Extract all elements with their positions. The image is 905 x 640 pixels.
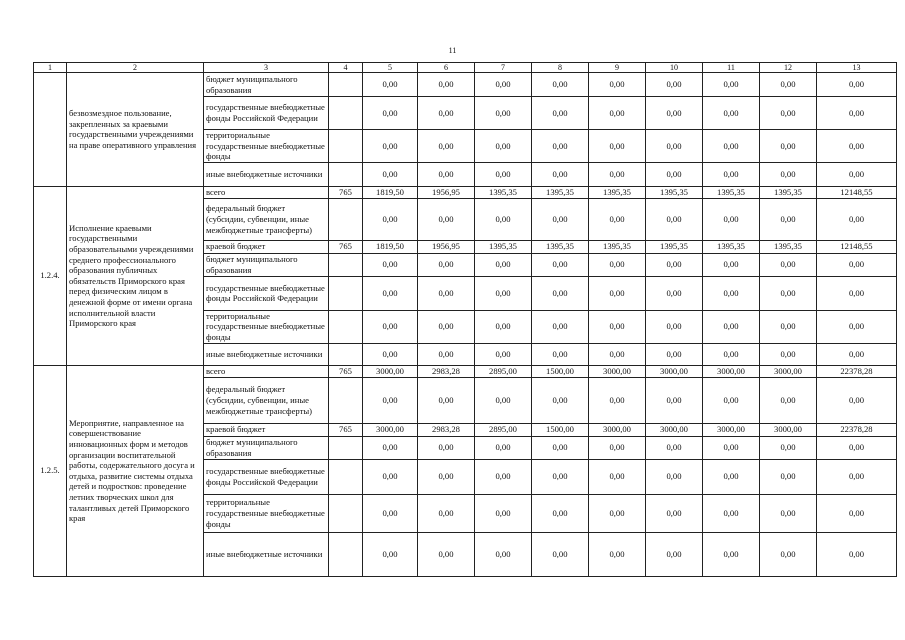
funding-source: территориальные государственные внебюджетные фонды — [204, 494, 329, 532]
amount-value: 0,00 — [703, 253, 760, 276]
amount-value: 0,00 — [418, 459, 475, 494]
amount-value: 3000,00 — [703, 365, 760, 377]
amount-value: 0,00 — [532, 532, 589, 576]
amount-value: 0,00 — [532, 130, 589, 163]
total-value: 0,00 — [817, 73, 897, 97]
amount-value: 0,00 — [363, 73, 418, 97]
column-header-2: 2 — [67, 63, 204, 73]
amount-value: 0,00 — [589, 97, 646, 130]
amount-value: 1395,35 — [646, 240, 703, 253]
amount-value: 0,00 — [646, 459, 703, 494]
amount-value: 1395,35 — [703, 240, 760, 253]
total-value: 0,00 — [817, 310, 897, 343]
column-header-11: 11 — [703, 63, 760, 73]
amount-value: 0,00 — [418, 377, 475, 423]
amount-value: 0,00 — [646, 73, 703, 97]
amount-value: 0,00 — [475, 73, 532, 97]
total-value: 0,00 — [817, 494, 897, 532]
amount-value: 1395,35 — [589, 240, 646, 253]
total-value: 22378,28 — [817, 365, 897, 377]
amount-value: 0,00 — [532, 343, 589, 365]
total-value: 0,00 — [817, 343, 897, 365]
amount-value: 0,00 — [532, 459, 589, 494]
amount-value: 0,00 — [703, 343, 760, 365]
item-number — [34, 73, 67, 187]
funding-source: бюджет муниципального образования — [204, 253, 329, 276]
amount-value: 0,00 — [532, 494, 589, 532]
amount-value: 2895,00 — [475, 365, 532, 377]
budget-code — [329, 494, 363, 532]
column-header-4: 4 — [329, 63, 363, 73]
amount-value: 0,00 — [646, 276, 703, 310]
amount-value: 0,00 — [418, 162, 475, 186]
amount-value: 1819,50 — [363, 240, 418, 253]
budget-code — [329, 97, 363, 130]
amount-value: 0,00 — [703, 377, 760, 423]
amount-value: 0,00 — [363, 532, 418, 576]
amount-value: 0,00 — [760, 276, 817, 310]
column-header-3: 3 — [204, 63, 329, 73]
amount-value: 0,00 — [703, 97, 760, 130]
amount-value: 0,00 — [760, 198, 817, 240]
amount-value: 0,00 — [703, 198, 760, 240]
amount-value: 0,00 — [418, 436, 475, 459]
total-value: 0,00 — [817, 130, 897, 163]
budget-code — [329, 276, 363, 310]
amount-value: 1395,35 — [532, 186, 589, 198]
budget-code: 765 — [329, 240, 363, 253]
amount-value: 1395,35 — [475, 240, 532, 253]
amount-value: 1395,35 — [646, 186, 703, 198]
amount-value: 3000,00 — [760, 365, 817, 377]
funding-source: федеральный бюджет (субсидии, субвенции, иные межбюджетные трансферты) — [204, 198, 329, 240]
amount-value: 0,00 — [589, 459, 646, 494]
budget-code — [329, 436, 363, 459]
amount-value: 3000,00 — [760, 423, 817, 436]
amount-value: 0,00 — [589, 494, 646, 532]
table-row — [34, 186, 897, 198]
amount-value: 0,00 — [475, 310, 532, 343]
budget-table — [33, 62, 897, 577]
amount-value: 0,00 — [646, 130, 703, 163]
amount-value: 0,00 — [760, 436, 817, 459]
total-value: 0,00 — [817, 377, 897, 423]
total-value: 0,00 — [817, 459, 897, 494]
amount-value: 0,00 — [760, 377, 817, 423]
budget-code: 765 — [329, 365, 363, 377]
funding-source: бюджет муниципального образования — [204, 436, 329, 459]
amount-value: 0,00 — [532, 377, 589, 423]
amount-value: 0,00 — [363, 162, 418, 186]
funding-source: государственные внебюджетные фонды Российской Федерации — [204, 97, 329, 130]
column-header-6: 6 — [418, 63, 475, 73]
amount-value: 3000,00 — [703, 423, 760, 436]
amount-value: 0,00 — [646, 253, 703, 276]
amount-value: 0,00 — [363, 377, 418, 423]
column-header-1: 1 — [34, 63, 67, 73]
budget-code — [329, 310, 363, 343]
amount-value: 0,00 — [589, 343, 646, 365]
amount-value: 0,00 — [589, 436, 646, 459]
column-header-12: 12 — [760, 63, 817, 73]
amount-value: 0,00 — [646, 162, 703, 186]
amount-value: 0,00 — [646, 494, 703, 532]
amount-value: 2895,00 — [475, 423, 532, 436]
amount-value: 0,00 — [532, 276, 589, 310]
amount-value: 0,00 — [646, 436, 703, 459]
amount-value: 0,00 — [703, 276, 760, 310]
amount-value: 0,00 — [760, 494, 817, 532]
amount-value: 2983,28 — [418, 365, 475, 377]
amount-value: 3000,00 — [589, 423, 646, 436]
budget-code: 765 — [329, 423, 363, 436]
amount-value: 0,00 — [589, 130, 646, 163]
budget-code — [329, 377, 363, 423]
amount-value: 1395,35 — [532, 240, 589, 253]
funding-source: бюджет муниципального образования — [204, 73, 329, 97]
funding-source: краевой бюджет — [204, 240, 329, 253]
amount-value: 2983,28 — [418, 423, 475, 436]
amount-value: 1956,95 — [418, 240, 475, 253]
amount-value: 0,00 — [589, 162, 646, 186]
total-value: 0,00 — [817, 198, 897, 240]
amount-value: 0,00 — [760, 253, 817, 276]
amount-value: 0,00 — [475, 377, 532, 423]
amount-value: 0,00 — [703, 436, 760, 459]
table-row — [34, 365, 897, 377]
amount-value: 0,00 — [532, 73, 589, 97]
funding-source: государственные внебюджетные фонды Российской Федерации — [204, 276, 329, 310]
amount-value: 0,00 — [760, 343, 817, 365]
budget-code — [329, 459, 363, 494]
amount-value: 0,00 — [760, 97, 817, 130]
amount-value: 0,00 — [589, 310, 646, 343]
amount-value: 0,00 — [646, 198, 703, 240]
column-header-5: 5 — [363, 63, 418, 73]
amount-value: 0,00 — [646, 310, 703, 343]
item-name: Мероприятие, направленное на совершенствование инновационных форм и методов организации воспитательной работы, содержательного досуга и отдыха, развитие системы отдыха детей и подростков: проведение летних творческих школ для талантливых детей Приморского края — [67, 365, 204, 576]
budget-code: 765 — [329, 186, 363, 198]
amount-value: 0,00 — [646, 532, 703, 576]
amount-value: 0,00 — [475, 459, 532, 494]
amount-value: 0,00 — [475, 97, 532, 130]
total-value: 22378,28 — [817, 423, 897, 436]
amount-value: 0,00 — [363, 130, 418, 163]
amount-value: 0,00 — [532, 162, 589, 186]
amount-value: 0,00 — [475, 343, 532, 365]
amount-value: 0,00 — [703, 162, 760, 186]
funding-source: федеральный бюджет (субсидии, субвенции, иные межбюджетные трансферты) — [204, 377, 329, 423]
funding-source: иные внебюджетные источники — [204, 532, 329, 576]
budget-code — [329, 198, 363, 240]
amount-value: 0,00 — [646, 343, 703, 365]
item-number: 1.2.4. — [34, 186, 67, 365]
budget-code — [329, 130, 363, 163]
funding-source: государственные внебюджетные фонды Российской Федерации — [204, 459, 329, 494]
header-row — [34, 63, 897, 73]
amount-value: 1500,00 — [532, 423, 589, 436]
total-value: 0,00 — [817, 253, 897, 276]
amount-value: 0,00 — [703, 130, 760, 163]
amount-value: 0,00 — [646, 97, 703, 130]
amount-value: 0,00 — [363, 253, 418, 276]
amount-value: 1395,35 — [760, 240, 817, 253]
amount-value: 3000,00 — [589, 365, 646, 377]
amount-value: 0,00 — [475, 253, 532, 276]
column-header-7: 7 — [475, 63, 532, 73]
amount-value: 0,00 — [589, 377, 646, 423]
amount-value: 1395,35 — [475, 186, 532, 198]
amount-value: 0,00 — [418, 276, 475, 310]
amount-value: 0,00 — [418, 97, 475, 130]
amount-value: 0,00 — [589, 276, 646, 310]
amount-value: 0,00 — [703, 459, 760, 494]
amount-value: 0,00 — [418, 253, 475, 276]
total-value: 0,00 — [817, 276, 897, 310]
amount-value: 1395,35 — [703, 186, 760, 198]
funding-source: всего — [204, 186, 329, 198]
amount-value: 0,00 — [532, 198, 589, 240]
amount-value: 0,00 — [589, 73, 646, 97]
amount-value: 3000,00 — [363, 423, 418, 436]
amount-value: 1956,95 — [418, 186, 475, 198]
total-value: 0,00 — [817, 436, 897, 459]
amount-value: 0,00 — [418, 73, 475, 97]
amount-value: 0,00 — [475, 130, 532, 163]
amount-value: 0,00 — [589, 253, 646, 276]
amount-value: 0,00 — [475, 494, 532, 532]
amount-value: 0,00 — [760, 162, 817, 186]
amount-value: 0,00 — [532, 253, 589, 276]
amount-value: 1500,00 — [532, 365, 589, 377]
budget-code — [329, 343, 363, 365]
amount-value: 1395,35 — [760, 186, 817, 198]
amount-value: 0,00 — [363, 198, 418, 240]
budget-code — [329, 73, 363, 97]
amount-value: 0,00 — [475, 436, 532, 459]
amount-value: 0,00 — [532, 97, 589, 130]
amount-value: 0,00 — [760, 130, 817, 163]
amount-value: 0,00 — [532, 436, 589, 459]
amount-value: 0,00 — [475, 162, 532, 186]
total-value: 0,00 — [817, 532, 897, 576]
item-name: безвозмездное пользование, закрепленных за краевыми государственными учреждениями на праве оперативного управления — [67, 73, 204, 187]
amount-value: 3000,00 — [363, 365, 418, 377]
amount-value: 0,00 — [363, 343, 418, 365]
amount-value: 0,00 — [363, 494, 418, 532]
amount-value: 0,00 — [760, 532, 817, 576]
total-value: 0,00 — [817, 97, 897, 130]
budget-code — [329, 162, 363, 186]
amount-value: 0,00 — [646, 377, 703, 423]
total-value: 12148,55 — [817, 240, 897, 253]
amount-value: 0,00 — [418, 343, 475, 365]
amount-value: 0,00 — [363, 310, 418, 343]
amount-value: 0,00 — [418, 494, 475, 532]
amount-value: 1395,35 — [589, 186, 646, 198]
page-number: 11 — [448, 46, 457, 55]
funding-source: всего — [204, 365, 329, 377]
column-header-9: 9 — [589, 63, 646, 73]
total-value: 12148,55 — [817, 186, 897, 198]
funding-source: территориальные государственные внебюджетные фонды — [204, 310, 329, 343]
amount-value: 0,00 — [703, 532, 760, 576]
amount-value: 0,00 — [363, 459, 418, 494]
amount-value: 0,00 — [703, 73, 760, 97]
amount-value: 0,00 — [589, 198, 646, 240]
amount-value: 0,00 — [475, 276, 532, 310]
amount-value: 3000,00 — [646, 365, 703, 377]
budget-code — [329, 532, 363, 576]
amount-value: 0,00 — [589, 532, 646, 576]
funding-source: иные внебюджетные источники — [204, 343, 329, 365]
amount-value: 0,00 — [418, 130, 475, 163]
amount-value: 0,00 — [703, 310, 760, 343]
column-header-13: 13 — [817, 63, 897, 73]
amount-value: 0,00 — [363, 276, 418, 310]
amount-value: 1819,50 — [363, 186, 418, 198]
amount-value: 0,00 — [760, 73, 817, 97]
item-number: 1.2.5. — [34, 365, 67, 576]
amount-value: 0,00 — [418, 310, 475, 343]
column-header-10: 10 — [646, 63, 703, 73]
amount-value: 0,00 — [475, 198, 532, 240]
funding-source: краевой бюджет — [204, 423, 329, 436]
amount-value: 0,00 — [703, 494, 760, 532]
amount-value: 0,00 — [418, 198, 475, 240]
amount-value: 0,00 — [363, 97, 418, 130]
amount-value: 0,00 — [532, 310, 589, 343]
amount-value: 0,00 — [475, 532, 532, 576]
amount-value: 0,00 — [418, 532, 475, 576]
amount-value: 0,00 — [760, 310, 817, 343]
budget-code — [329, 253, 363, 276]
column-header-8: 8 — [532, 63, 589, 73]
amount-value: 0,00 — [760, 459, 817, 494]
funding-source: территориальные государственные внебюджетные фонды — [204, 130, 329, 163]
table-row — [34, 73, 897, 97]
amount-value: 3000,00 — [646, 423, 703, 436]
budget-table-body — [34, 63, 897, 577]
total-value: 0,00 — [817, 162, 897, 186]
funding-source: иные внебюджетные источники — [204, 162, 329, 186]
item-name: Исполнение краевыми государственными образовательными учреждениями среднего профессионального образования публичных обязательств Приморского края перед физическим лицом в денежной форме от имени органа исполнительной власти Приморского края — [67, 186, 204, 365]
amount-value: 0,00 — [363, 436, 418, 459]
